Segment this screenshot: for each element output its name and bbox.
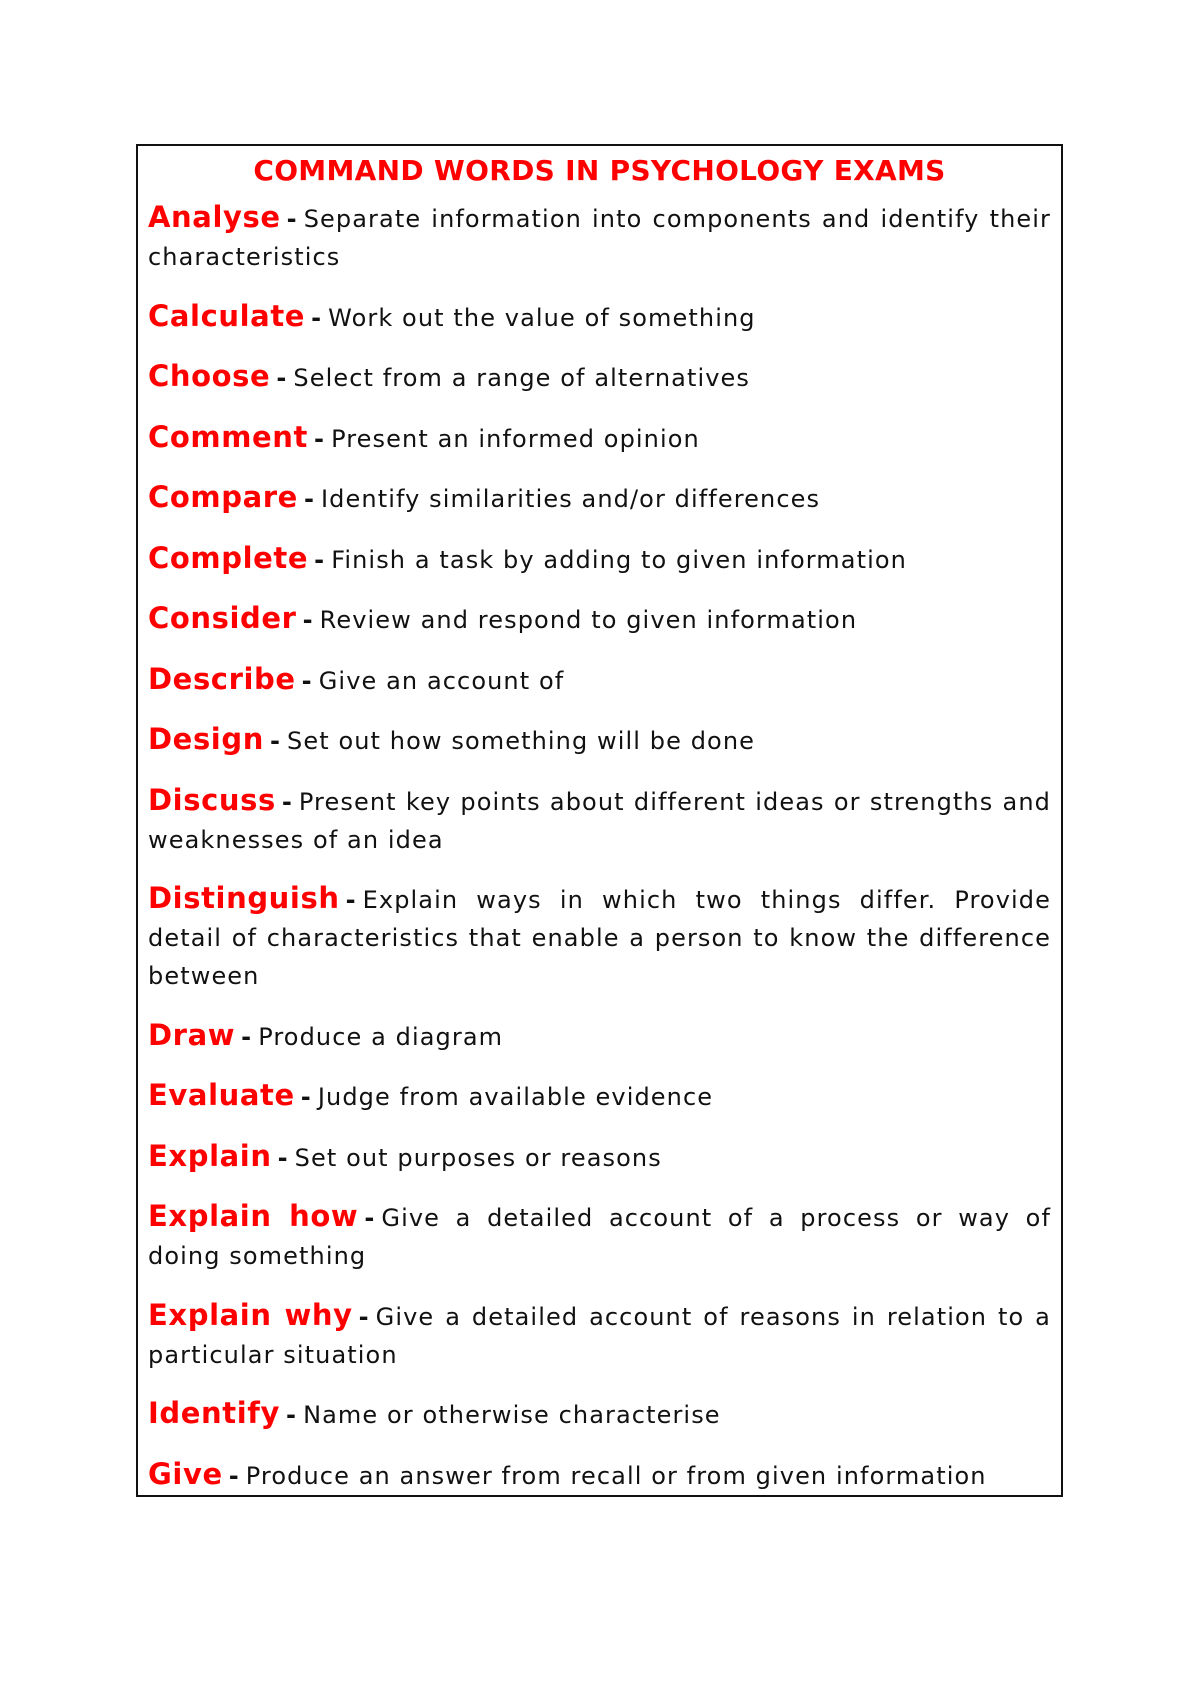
entry-separator: - bbox=[228, 1461, 240, 1490]
entry-definition: Give an account of bbox=[318, 666, 565, 695]
entry bbox=[148, 1137, 1051, 1177]
entry-separator: - bbox=[300, 1083, 312, 1111]
entry-definition: Separate information into components and identify their characteristics bbox=[148, 205, 1051, 271]
entry-definition: Judge from available evidence bbox=[317, 1083, 714, 1111]
entry-term: Explain why bbox=[148, 1297, 353, 1332]
entry-separator: - bbox=[311, 303, 323, 332]
entry-term: Complete bbox=[148, 540, 309, 575]
entry bbox=[148, 1455, 1051, 1495]
entry bbox=[148, 297, 1051, 337]
entry-separator: - bbox=[286, 1401, 298, 1429]
entry bbox=[148, 539, 1051, 579]
entry-term: Comment bbox=[148, 419, 309, 454]
entry-definition: Select from a range of alternatives bbox=[293, 364, 750, 392]
entry-term: Choose bbox=[148, 359, 271, 393]
entry-separator: - bbox=[302, 606, 314, 634]
entry bbox=[148, 1016, 1051, 1056]
entry-term: Explain how bbox=[148, 1199, 359, 1233]
entry-term: Identify bbox=[148, 1396, 280, 1430]
entry bbox=[148, 720, 1051, 760]
entry bbox=[148, 1197, 1051, 1275]
entry-definition: Explain ways in which two things differ. Provide detail of characteristics that enable a person to know the difference between bbox=[148, 886, 1051, 990]
entry bbox=[148, 879, 1051, 995]
entry-definition: Present an informed opinion bbox=[331, 424, 700, 453]
entry-definition: Name or otherwise characterise bbox=[303, 1401, 721, 1429]
entry-definition: Finish a task by adding to given information bbox=[331, 545, 907, 574]
entry-separator: - bbox=[358, 1302, 370, 1331]
entry-separator: - bbox=[303, 485, 315, 513]
entry-definition: Set out how something will be done bbox=[287, 727, 756, 755]
entry-list bbox=[148, 198, 1051, 1495]
entry-definition: Give a detailed account of reasons in relation to a particular situation bbox=[148, 1302, 1051, 1369]
entry-definition: Review and respond to given information bbox=[319, 606, 858, 634]
entry bbox=[148, 478, 1051, 518]
entry bbox=[148, 660, 1051, 700]
entry bbox=[148, 418, 1051, 458]
entry-separator: - bbox=[314, 424, 326, 453]
entry-term: Describe bbox=[148, 661, 296, 696]
entry-separator: - bbox=[286, 205, 298, 233]
entry-term: Analyse bbox=[148, 200, 281, 234]
entry-term: Distinguish bbox=[148, 881, 340, 915]
entry-definition: Present key points about different ideas or strengths and weaknesses of an idea bbox=[148, 787, 1051, 854]
entry-separator: - bbox=[269, 727, 282, 755]
entry-separator: - bbox=[364, 1204, 376, 1232]
entry-separator: - bbox=[345, 886, 357, 914]
entry bbox=[148, 198, 1051, 276]
entry bbox=[148, 781, 1051, 859]
entry-term: Calculate bbox=[148, 298, 306, 333]
entry bbox=[148, 357, 1051, 397]
entry-definition: Produce an answer from recall or from given information bbox=[245, 1461, 987, 1490]
entry-term: Design bbox=[148, 722, 264, 756]
entry-term: Discuss bbox=[148, 782, 276, 817]
entry-term: Draw bbox=[148, 1017, 236, 1052]
entry-definition: Work out the value of something bbox=[328, 303, 756, 332]
entry-term: Consider bbox=[148, 601, 297, 635]
entry-separator: - bbox=[301, 666, 313, 695]
entry-definition: Produce a diagram bbox=[258, 1022, 504, 1051]
entry bbox=[148, 1296, 1051, 1374]
entry bbox=[148, 599, 1051, 639]
entry-separator: - bbox=[314, 545, 326, 574]
entry-separator: - bbox=[281, 787, 293, 816]
entry-term: Explain bbox=[148, 1138, 272, 1173]
entry bbox=[148, 1076, 1051, 1116]
entry-term: Compare bbox=[148, 480, 298, 514]
entry-term: Give bbox=[148, 1456, 223, 1491]
command-words-box bbox=[136, 144, 1063, 1497]
page-title: COMMAND WORDS IN PSYCHOLOGY EXAMS bbox=[253, 154, 946, 187]
entry bbox=[148, 1394, 1051, 1434]
entry-separator: - bbox=[241, 1022, 253, 1051]
entry-separator: - bbox=[276, 364, 288, 392]
entry-term: Evaluate bbox=[148, 1078, 295, 1112]
entry-separator: - bbox=[277, 1143, 289, 1172]
entry-definition: Give a detailed account of a process or way of doing something bbox=[148, 1204, 1051, 1270]
entry-definition: Identify similarities and/or differences bbox=[321, 485, 821, 513]
entry-definition: Set out purposes or reasons bbox=[294, 1143, 662, 1172]
